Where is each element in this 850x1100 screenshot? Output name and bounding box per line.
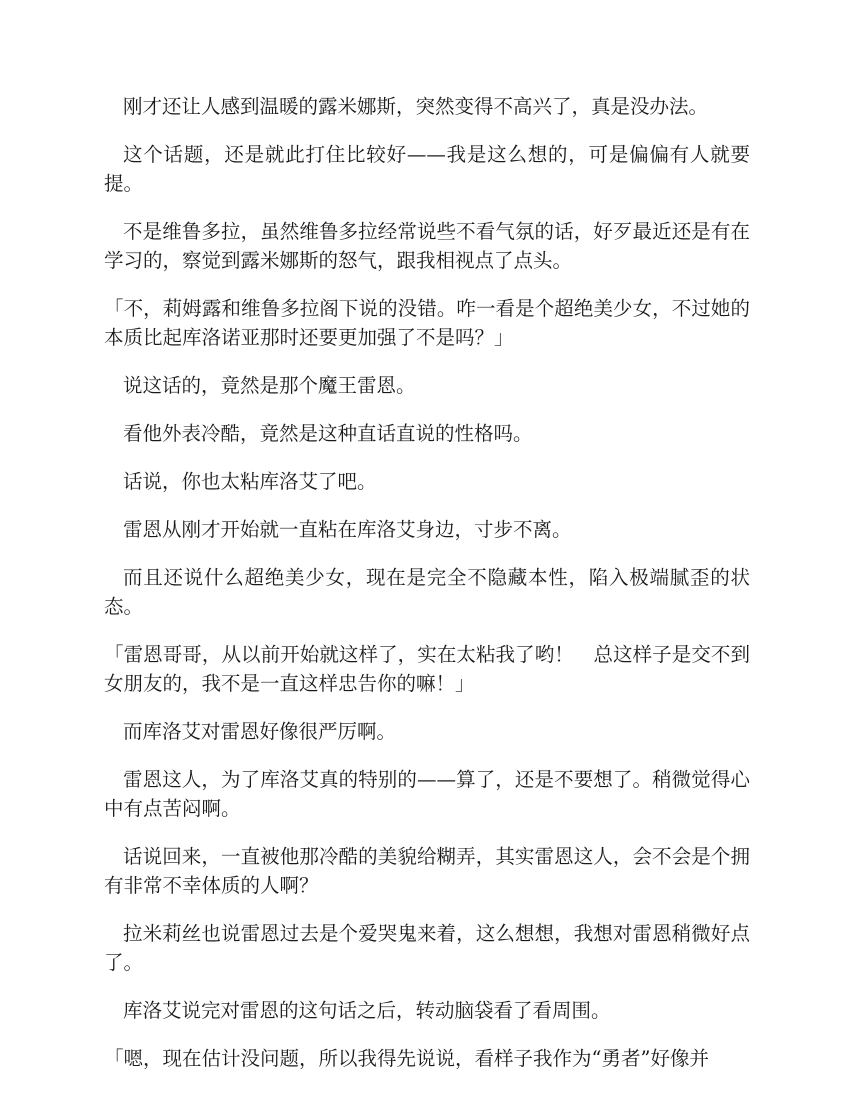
body-text <box>104 92 750 1092</box>
paragraph: 看他外表冷酷，竟然是这种直话直说的性格吗。 <box>123 422 533 445</box>
paragraph: 话说回来，一直被他那冷酷的美貌给糊弄，其实雷恩这人，会不会是个拥有非常不幸体质的人啊？ <box>104 845 750 897</box>
dialogue-paragraph: 「雷恩哥哥，从以前开始就这样了，实在太粘我了哟！ 总这样子是交不到女朋友的，我不是一直这样忠告你的嘛！」 <box>104 643 750 695</box>
paragraph: 雷恩这人，为了库洛艾真的特别的——算了，还是不要想了。稍微觉得心中有点苦闷啊。 <box>104 768 750 820</box>
paragraph: 说这话的，竟然是那个魔王雷恩。 <box>123 374 416 397</box>
paragraph: 刚才还让人感到温暖的露米娜斯，突然变得不高兴了，真是没办法。 <box>123 95 709 118</box>
paragraph: 话说，你也太粘库洛艾了吧。 <box>123 470 377 493</box>
paragraph: 而且还说什么超绝美少女，现在是完全不隐藏本性，陷入极端腻歪的状态。 <box>104 566 750 618</box>
paragraph: 拉米莉丝也说雷恩过去是个爱哭鬼来着，这么想想，我想对雷恩稍微好点了。 <box>104 922 750 974</box>
paragraph: 这个话题，还是就此打住比较好——我是这么想的，可是偏偏有人就要提。 <box>104 143 750 195</box>
paragraph: 不是维鲁多拉，虽然维鲁多拉经常说些不看气氛的话，好歹最近还是有在学习的，察觉到露米娜斯的怒气，跟我相视点了点头。 <box>104 220 750 272</box>
dialogue-paragraph: 「不，莉姆露和维鲁多拉阁下说的没错。咋一看是个超绝美少女，不过她的本质比起库洛诺亚那时还要更加强了不是吗？」 <box>104 297 750 349</box>
paragraph: 雷恩从刚才开始就一直粘在库洛艾身边，寸步不离。 <box>123 518 572 541</box>
paragraph: 库洛艾说完对雷恩的这句话之后，转动脑袋看了看周围。 <box>123 999 611 1022</box>
paragraph: 而库洛艾对雷恩好像很严厉啊。 <box>123 720 397 743</box>
dialogue-paragraph: 「嗯，现在估计没问题，所以我得先说说，看样子我作为“勇者”好像并 <box>104 1047 709 1070</box>
